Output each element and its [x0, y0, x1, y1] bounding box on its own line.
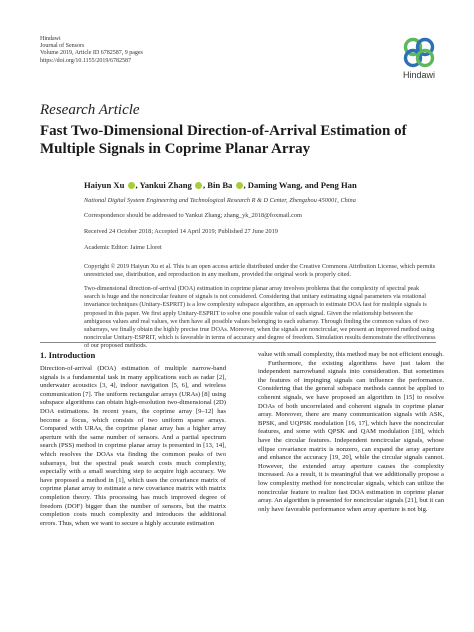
orcid-icon[interactable]	[128, 182, 135, 189]
article-title: Fast Two-Dimensional Direction-of-Arrival Estimation of Multiple Signals in Coprime Planar Array	[40, 123, 407, 157]
author-name[interactable]: Bin Ba	[207, 180, 233, 190]
intro-paragraph: Furthermore, the existing algorithms have just taken the independent narrowband signals into consideration. But sometimes the features of impinging signals can influence the performance. Considering that the general subspace methods cannot be applied to coherent signals, we have proposed an algorithm in [15] to resolve DOAs of both uncorrelated and coherent signals in coprime planar array. Moreover, there are many communication signals with ASK, BPSK, and UQPSK modulation [16, 17], which have the noncircular features, and some with QPSK and QAM modulation [18], which have the circular features. Independent noncircular signals, whose ellipse covariance matrix is nonzero, can expand the array aperture and enhance the accuracy [19, 20], while the circular signals cannot. However, the extended array aperture causes the complexity increased. As a result, it is meaningful that we additionally propose a low complexity method for noncircular signals, which can utilize the noncircular feature to realize fast DOA estimation in coprime planar array. An algorithm is presented for noncircular signals [21], but it can only have favorable performance when array aperture is not big.	[258, 359, 444, 513]
author-separator: ,	[135, 180, 140, 190]
section-divider	[40, 342, 436, 343]
orcid-icon[interactable]	[236, 182, 243, 189]
right-column	[258, 351, 444, 514]
left-column	[40, 365, 226, 528]
hindawi-logo-icon	[402, 36, 436, 68]
author-list	[84, 180, 444, 190]
intro-paragraph: Direction-of-arrival (DOA) estimation of multiple narrow-band signals is a fundamental task in many applications such as radar [2], underwater acoustics [3, 4], indoor navigation [5, 6], and wireless communication [7]. The uniform rectangular arrays (URAs) [8] using subspace algorithms can obtain high-resolution two-dimensional (2D) DOA estimations. In recent years, the coprime array [9–12] has become a focus, which consists of two uniform sparse arrays. Compared with URAs, the coprime planar array has a higher array aperture with the same number of sensors. And a partial spectrum search (PSS) method in coprime planar array is presented in [13, 14], which resolves the DOAs via finding the common peaks of two subarrays, but the spectral peak search costs much complexity, especially with a small searching step to acquire high accuracy. We have proposed a method in [1], which uses the covariance matrix of coprime planar array to estimate a new covariance matrix with matrix completion theory. This processing has much improved degree of freedom (DOF) bigger than the number of sensors, but the matrix completion costs much complexity and introduces the additional errors. Thus, when we want to secure a highly accurate estimation	[40, 365, 226, 527]
affiliation: National Digital System Engineering and Technological Research R & D Center, Zhengzhou 450001, China	[84, 197, 356, 204]
doi-link[interactable]: https://doi.org/10.1155/2019/6782587	[40, 57, 132, 64]
author-name[interactable]: Haiyun Xu	[84, 180, 125, 190]
abstract: Two-dimensional direction-of-arrival (DOA) estimation in coprime planar array involves problems that the complexity of spectral peak search is huge and the noncircular feature of signals is not considered. Considering that unitary estimating signal parameters via rotational invariance techniques (Unitary-ESPRIT) is a low complexity subspace algorithm, an approach to estimate DOA fast for multiple signals is proposed in this paper. We first apply Unitary-ESPRIT to solve one possible value of each signal. Given the relationship between the ambiguous values and real values, we then have all possible values belonging to each subarray. Through finding the common values of two subarrays, we finally obtain the highly precise true DOAs. Moreover, when the signals are noncircular, we present an improved method using noncircular Unitary-ESPRIT, which is favorable in terms of accuracy and degree of freedom. Simulation results demonstrate the effectiveness of our proposed methods.	[84, 285, 436, 350]
intro-paragraph: value with small complexity, this method may be not efficient enough.	[258, 351, 444, 358]
academic-editor: Academic Editor: Jaime Lloret	[84, 244, 162, 251]
journal-name: Journal of Sensors	[40, 43, 85, 50]
volume-line: Volume 2019, Article ID 6782587, 9 pages	[40, 50, 143, 57]
article-type: Research Article	[40, 102, 140, 118]
journal-meta	[40, 36, 143, 65]
orcid-icon[interactable]	[195, 182, 202, 189]
publication-dates: Received 24 October 2018; Accepted 14 April 2019; Published 27 June 2019	[84, 228, 278, 235]
hindawi-logo	[396, 36, 442, 84]
copyright-notice: Copyright © 2019 Haiyun Xu et al. This is an open access article distributed under the Creative Commons Attribution License, which permits unrestricted use, distribution, and reproduction in any medium, provided the original work is properly cited.	[84, 263, 436, 279]
section-title: 1. Introduction	[40, 350, 96, 360]
author-name[interactable]: Daming Wang, and Peng Han	[247, 180, 357, 190]
publisher-name: Hindawi	[40, 36, 61, 42]
logo-text: Hindawi	[402, 70, 435, 80]
author-separator: ,	[243, 180, 248, 190]
author-name[interactable]: Yankui Zhang	[139, 180, 192, 190]
author-separator: ,	[202, 180, 208, 190]
correspondence: Correspondence should be addressed to Yankui Zhang; zhang_yk_2018@foxmail.com	[84, 212, 302, 219]
